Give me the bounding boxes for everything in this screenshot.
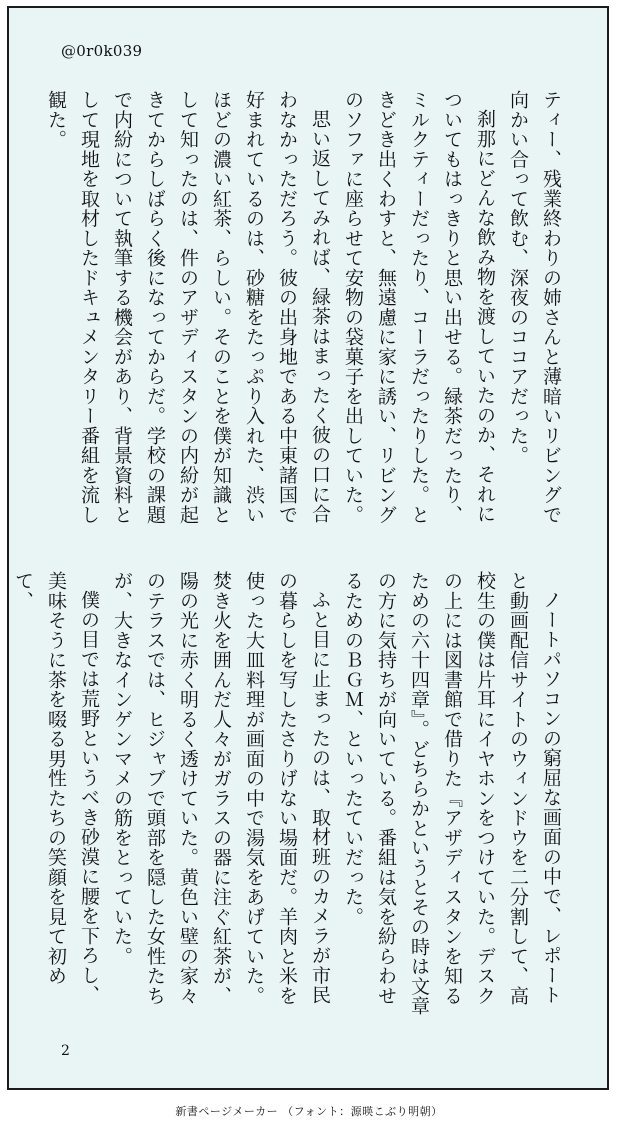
page-number: 2 [61, 1043, 70, 1059]
upper-text-column [47, 90, 567, 542]
paragraph: 思い返してみれば、緑茶はまったく彼の口に合わなかっただろう。彼の出身地である中東諸国で好まれているのは、砂糖をたっぷり入れた、渋いほどの濃い紅茶、らしい。そのことを僕が知識として知ったのは、件のアザディスタンの内紛が起きてからしばらく後になってからだ。学校の課題で内紛について執筆する機会があり、背景資料として現地を取材したドキュメンタリー番組を流し観た。 [45, 90, 331, 525]
lower-text-column [12, 571, 567, 1023]
book-page [7, 6, 609, 1090]
paragraph: ふと目に止まったのは、取材班のカメラが市民の暮らしを写したさりげない場面だ。羊肉と米を使った大皿料理が画面の中で湯気をあげていた。焚き火を囲んだ人々がガラスの器に注ぐ紅茶が、陽の光に赤く明るく透けていた。黄色い壁の家々のテラスでは、ヒジャブで頭部を隠した女性たちが、大きなインゲンマメの筋をとっていた。 [111, 571, 331, 1006]
author-handle: @0r0k039 [61, 42, 143, 60]
paragraph: 刹那にどんな飲み物を渡していたのか、それについてもはっきりと思い出せる。緑茶だったり、ミルクティーだったり、コーラだったりした。ときどき出くわすと、無遠慮に家に誘い、リビングのソファに座らせて安物の袋菓子を出していた。 [342, 90, 496, 525]
paragraph: 僕の目では荒野というべき砂漠に腰を下ろし、美味そうに茶を啜る男性たちの笑顔を見て初めて、 [12, 571, 100, 1005]
generator-caption: 新書ページメーカー （フォント：源暎こぶり明朝） [175, 1105, 443, 1118]
paragraph: ノートパソコンの窮屈な画面の中で、レポートと動画配信サイトのウィンドウを二分割して、高校生の僕は片耳にイヤホンをつけていた。デスクの上には図書館で借りた『アザディスタンを知るための六十四章』。どちらかというとその時は文章の方に気持ちが向いている。番組は気を紛らわせるためのＢＧＭ、といったていだった。 [342, 571, 562, 1016]
paragraph: ティー、残業終わりの姉さんと薄暗いリビングで向かい合って飲む、深夜のココアだった。 [507, 90, 562, 525]
